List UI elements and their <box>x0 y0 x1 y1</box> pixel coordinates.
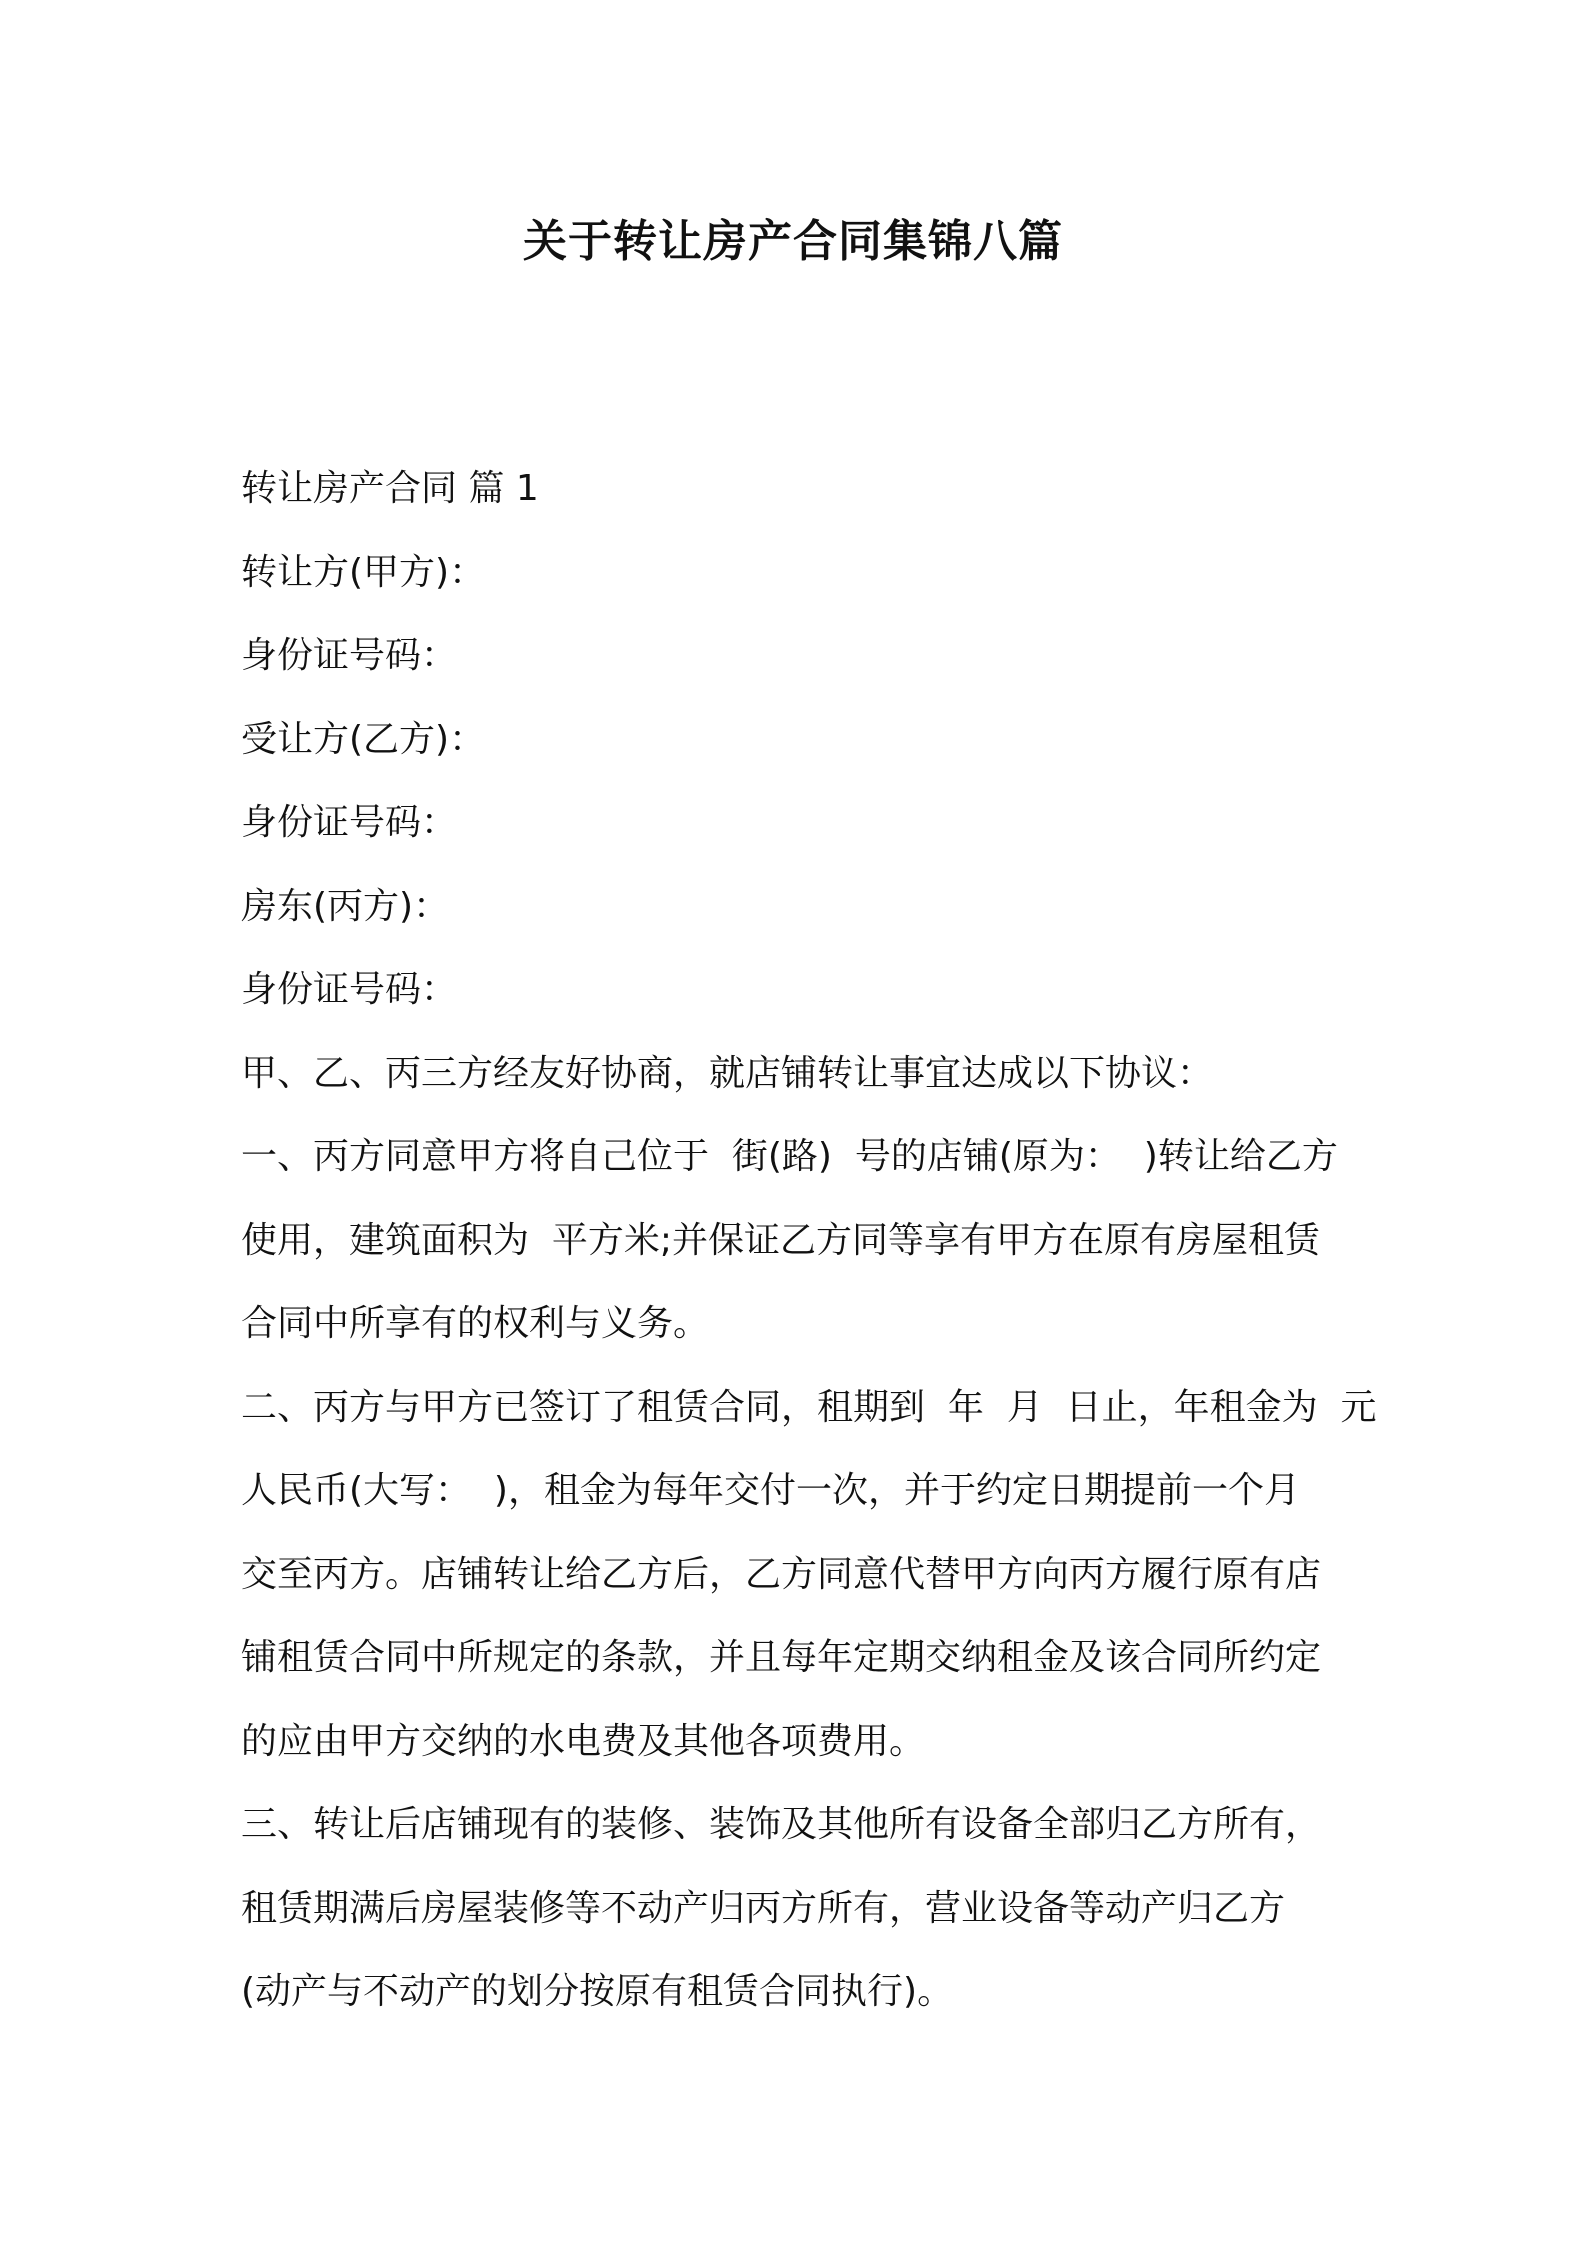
field-transferor-id: 身份证号码： <box>241 635 458 676</box>
field-landlord: 房东(丙方)： <box>241 885 450 927</box>
field-landlord-id: 身份证号码： <box>241 969 458 1010</box>
document-body <box>241 447 1377 2034</box>
clause1-line: 使用，建筑面积为 平方米;并保证乙方同等享有甲方在原有房屋租赁 <box>241 1219 1321 1261</box>
clause2-line: 铺租赁合同中所规定的条款，并且每年定期交纳租金及该合同所约定 <box>241 1637 1322 1678</box>
clause3-line: (动产与不动产的划分按原有租赁合同执行)。 <box>241 1971 954 2012</box>
clause2-line: 交至丙方。店铺转让给乙方后，乙方同意代替甲方向丙方履行原有店 <box>241 1553 1322 1595</box>
clause2-line: 的应由甲方交纳的水电费及其他各项费用。 <box>241 1720 926 1762</box>
clause2-line: 人民币(大写： )，租金为每年交付一次，并于约定日期提前一个月 <box>241 1470 1300 1511</box>
clause3-line: 租赁期满后房屋装修等不动产归丙方所有，营业设备等动产归乙方 <box>241 1887 1286 1929</box>
field-transferee: 受让方(乙方)： <box>241 718 486 760</box>
clause3-line: 三、转让后店铺现有的装修、装饰及其他所有设备全部归乙方所有， <box>241 1804 1322 1845</box>
section-heading: 转让房产合同 篇 1 <box>241 468 539 509</box>
clause1-line: 一、丙方同意甲方将自己位于 街(路) 号的店铺(原为： )转让给乙方 <box>241 1136 1338 1177</box>
document-title: 关于转让房产合同集锦八篇 <box>523 216 1063 267</box>
clause2-line: 二、丙方与甲方已签订了租赁合同，租期到 年 月 日止，年租金为 元 <box>241 1386 1377 1428</box>
intro-paragraph: 甲、乙、丙三方经友好协商，就店铺转让事宜达成以下协议： <box>241 1052 1214 1094</box>
field-transferor: 转让方(甲方)： <box>241 551 486 593</box>
field-transferee-id: 身份证号码： <box>241 802 458 843</box>
clause1-line: 合同中所享有的权利与义务。 <box>241 1303 710 1344</box>
